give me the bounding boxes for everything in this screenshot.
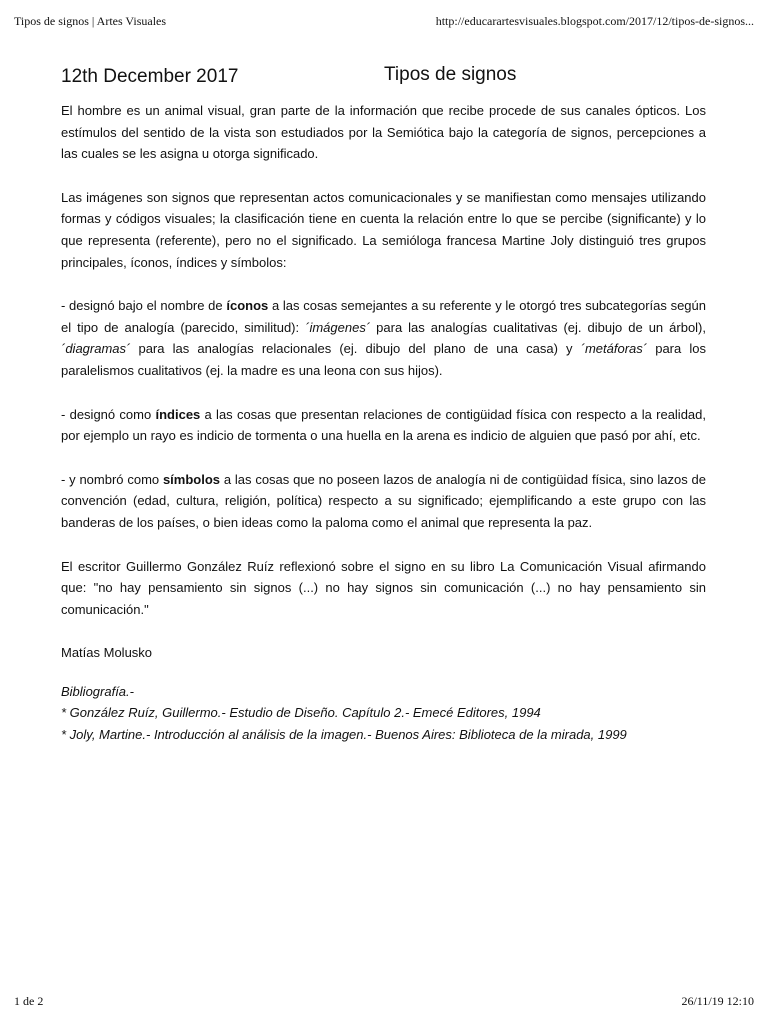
post-author: Matías Molusko <box>61 645 153 661</box>
print-url[interactable]: http://educarartesvisuales.blogspot.com/2017/12/tipos-de-signos... <box>435 14 754 28</box>
bibliography-heading: Bibliografía.- <box>61 683 134 699</box>
term-iconos: íconos <box>226 298 269 314</box>
term-simbolos: símbolos <box>162 471 221 487</box>
paragraph-intro: El hombre es un animal visual, gran parte de la información que recibe procede de sus canales ópticos. Los estímulos del sentido de la vista son estudiados por la Semiótica bajo la categoría de signos, percepciones a las cuales se les asigna u otorga significado. <box>61 103 706 162</box>
post-body <box>61 100 706 746</box>
paragraph-quote: El escritor Guillermo González Ruíz reflexionó sobre el signo en su libro La Comunicación Visual afirmando que: "no hay pensamiento sin signos (...) no hay signos sin comunicación (...) no hay pensamiento sin comunicación." <box>61 558 706 617</box>
print-page-title: Tipos de signos | Artes Visuales <box>14 14 167 28</box>
post-title: Tipos de signos <box>384 64 517 85</box>
term-indices: índices <box>155 406 201 422</box>
term-diagramas: ´diagramas´ <box>61 341 131 357</box>
bibliography-entry: * González Ruíz, Guillermo.- Estudio de Diseño. Capítulo 2.- Emecé Editores, 1994 <box>61 705 541 721</box>
page-number: 1 de 2 <box>14 994 44 1008</box>
post-date: 12th December 2017 <box>61 66 239 87</box>
term-imagenes: ´imágenes´ <box>305 319 371 335</box>
post-header <box>61 64 706 92</box>
paragraph-simbolos: - y nombró como símbolos a las cosas que no poseen lazos de analogía ni de contigüidad física, sino lazos de convención (edad, cultura, religión, política) respecto a su significado; ejemplificando a este grupo con las banderas de los países, o bien ideas como la paloma como el animal que representa la paz. <box>61 471 706 530</box>
term-metaforas: ´metáforas´ <box>580 341 648 357</box>
print-header <box>14 14 754 29</box>
paragraph-images: Las imágenes son signos que representan actos comunicacionales y se manifiestan como mensajes utilizando formas y códigos visuales; la clasificación tiene en cuenta la relación entre lo que se percibe (significante) y lo que representa (referente), pero no el significado. La semióloga francesa Martine Joly distinguió tres grupos principales, íconos, índices y símbolos: <box>61 189 706 270</box>
print-timestamp: 26/11/19 12:10 <box>681 994 754 1008</box>
print-footer <box>14 994 754 1009</box>
bibliography <box>61 681 706 746</box>
paragraph-indices: - designó como índices a las cosas que presentan relaciones de contigüidad física con respecto a la realidad, por ejemplo un rayo es indicio de tormenta o una huella en la arena es indicio de alguien que pasó por ahí, etc. <box>61 406 706 444</box>
paragraph-iconos: - designó bajo el nombre de íconos a las cosas semejantes a su referente y le otorgó tres subcategorías según el tipo de analogía (parecido, similitud): ´imágenes´ para las analogías cualitativas (ej. dibujo de un árbol), ´diagramas´ para las analogías relacionales (ej. dibujo del plano de una casa) y ´metáforas´ para los paralelismos cualitativos (ej. la madre es una leona con sus hijos). <box>61 298 706 378</box>
bibliography-entry: * Joly, Martine.- Introducción al análisis de la imagen.- Buenos Aires: Biblioteca de la mirada, 1999 <box>61 727 627 743</box>
